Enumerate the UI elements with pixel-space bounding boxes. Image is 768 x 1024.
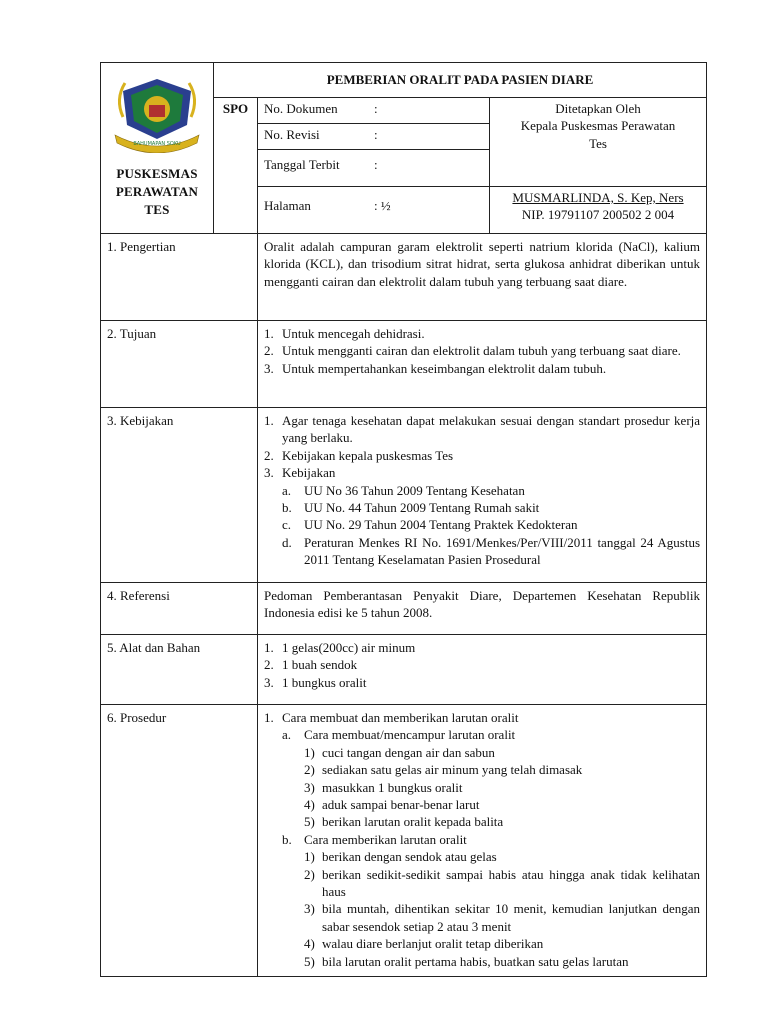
spo-document bbox=[100, 62, 706, 969]
step-item: 3) bila muntah, dihentikan sekitar 10 menit, kemudian lanjutkan dengan sabar sesendok setiap 2 atau 3 menit bbox=[304, 901, 701, 934]
step-item: 1) cuci tangan dengan air dan sabun bbox=[304, 744, 495, 760]
section-label-tujuan: 2. Tujuan bbox=[101, 321, 258, 408]
institution-line-1: PUSKESMAS bbox=[116, 166, 198, 182]
document-title: PEMBERIAN ORALIT PADA PASIEN DIARE bbox=[214, 63, 707, 98]
section-label-kebijakan: 3. Kebijakan bbox=[101, 408, 258, 583]
list-item: 1. Untuk mencegah dehidrasi. bbox=[264, 326, 425, 341]
field-no-revisi: No. Revisi : bbox=[258, 124, 490, 150]
list-item: 2. Kebijakan kepala puskesmas Tes bbox=[264, 447, 454, 463]
sub-list-item: a. Cara membuat/mencampur larutan oralit bbox=[282, 727, 516, 743]
institution-name bbox=[101, 165, 213, 219]
section-label-pengertian: 1. Pengertian bbox=[101, 234, 258, 321]
sub-list-item: b. Cara memberikan larutan oralit bbox=[282, 831, 467, 847]
section-body-alat bbox=[258, 635, 707, 705]
list-item: 1. 1 gelas(200cc) air minum bbox=[264, 640, 416, 655]
field-halaman: Halaman : ½ bbox=[258, 187, 490, 234]
approval-cell bbox=[490, 98, 707, 187]
section-body-kebijakan bbox=[258, 408, 707, 583]
spo-table bbox=[100, 62, 707, 977]
spo-label: SPO bbox=[214, 98, 258, 234]
sub-list-item: a. UU No 36 Tahun 2009 Tentang Kesehatan bbox=[282, 482, 525, 498]
list-item: 1. Agar tenaga kesehatan dapat melakukan sesuai dengan standart prosedur kerja yang berlaku. bbox=[264, 413, 701, 446]
section-text-pengertian: Oralit adalah campuran garam elektrolit seperti natrium klorida (NaCl), kalium klorida (KCL), dan trisodium sitrat hidrat, serta glukosa anhidrat diberikan untuk mengganti cairan dan elektrolit dalam tubuh yang terbuang saat diare. bbox=[258, 234, 707, 321]
step-item: 2) sediakan satu gelas air minum yang telah dimasak bbox=[304, 762, 583, 778]
section-label-referensi: 4. Referensi bbox=[101, 583, 258, 635]
logo-cell bbox=[101, 63, 214, 234]
section-text-referensi: Pedoman Pemberantasan Penyakit Diare, Departemen Kesehatan Republik Indonesia edisi ke 5 tahun 2008. bbox=[258, 583, 707, 635]
step-item: 4) aduk sampai benar-benar larut bbox=[304, 797, 480, 813]
sub-list-item: b. UU No. 44 Tahun 2009 Tentang Rumah sakit bbox=[282, 500, 540, 516]
step-item: 2) berikan sedikit-sedikit sampai habis atau hingga anak tidak kelihatan haus bbox=[304, 866, 701, 900]
step-item: 5) bila larutan oralit pertama habis, buatkan satu gelas larutan bbox=[304, 953, 629, 969]
list-item: 3. Untuk mempertahankan keseimbangan elektrolit dalam tubuh. bbox=[264, 360, 607, 376]
step-item: 4) walau diare berlanjut oralit tetap diberikan bbox=[304, 936, 544, 952]
list-item: 2. Untuk mengganti cairan dan elektrolit dalam tubuh yang terbuang saat diare. bbox=[264, 343, 681, 359]
list-item: 1. Cara membuat dan memberikan larutan oralit bbox=[264, 710, 519, 725]
approval-line-1: Ditetapkan Oleh bbox=[555, 101, 641, 116]
section-body-prosedur bbox=[258, 705, 707, 977]
sub-list-item: c. UU No. 29 Tahun 2004 Tentang Praktek Kedokteran bbox=[282, 517, 578, 533]
signatory-cell bbox=[490, 187, 707, 234]
list-item: 2. 1 buah sendok bbox=[264, 657, 358, 673]
step-item: 3) masukkan 1 bungkus oralit bbox=[304, 779, 463, 795]
step-item: 5) berikan larutan oralit kepada balita bbox=[304, 814, 504, 830]
field-tanggal-terbit: Tanggal Terbit : bbox=[258, 150, 490, 187]
institution-line-3: TES bbox=[144, 202, 170, 218]
approval-line-2: Kepala Puskesmas Perawatan bbox=[520, 118, 676, 134]
puskesmas-logo-icon bbox=[111, 77, 203, 153]
list-item: 3. 1 bungkus oralit bbox=[264, 674, 367, 690]
section-body-tujuan bbox=[258, 321, 707, 408]
institution-line-2: PERAWATAN bbox=[115, 184, 199, 200]
sub-list-item: d. Peraturan Menkes RI No. 1691/Menkes/Per/VIII/2011 tanggal 24 Agustus 2011 Tentang Keselamatan Pasien Prosedural bbox=[282, 534, 701, 568]
field-no-dokumen: No. Dokumen : bbox=[258, 98, 490, 124]
logo-banner-text: BAHUMAPAN SOKU bbox=[133, 141, 181, 147]
approval-line-3: Tes bbox=[589, 135, 607, 151]
signatory-nip: NIP. 19791107 200502 2 004 bbox=[521, 207, 675, 223]
step-item: 1) berikan dengan sendok atau gelas bbox=[304, 849, 497, 865]
signatory-name: MUSMARLINDA, S. Kep, Ners bbox=[512, 190, 684, 205]
section-label-alat: 5. Alat dan Bahan bbox=[101, 635, 258, 705]
list-item: 3. Kebijakan bbox=[264, 465, 336, 481]
section-label-prosedur: 6. Prosedur bbox=[101, 705, 258, 977]
